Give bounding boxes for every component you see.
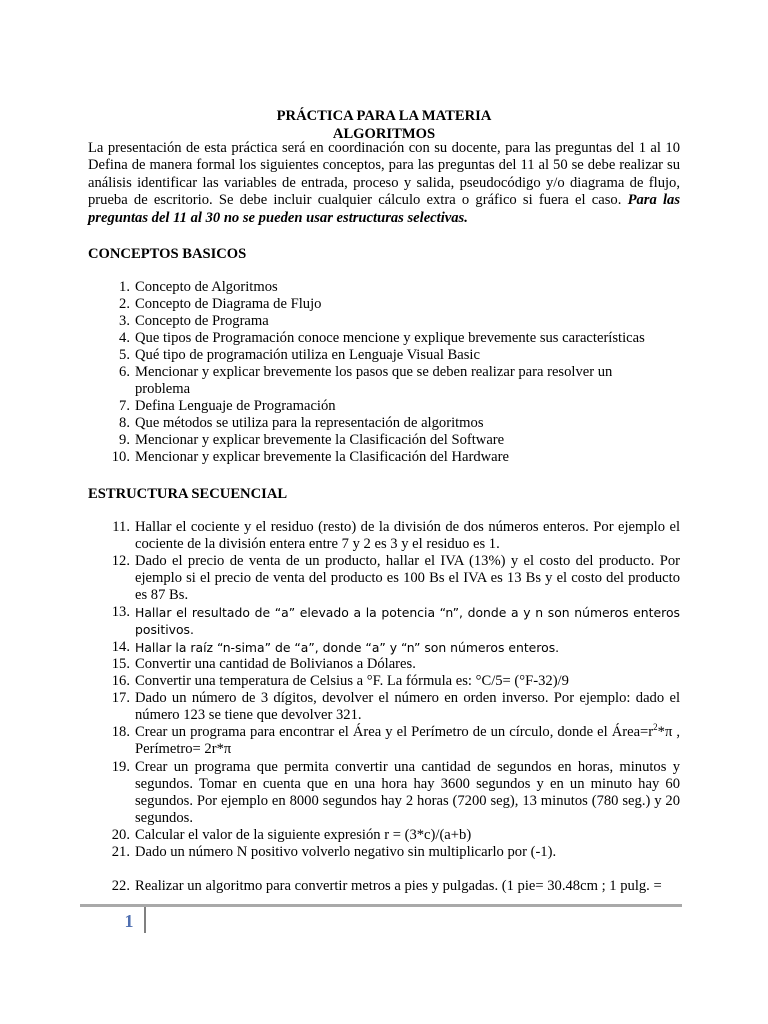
list-item: 11. Hallar el cociente y el residuo (resto) de la división de dos números enteros. Por ejemplo el cociente de la división entera entre 7 y 2 es 3 y el residuo es 1. — [112, 519, 680, 552]
secuencial-list — [88, 519, 680, 895]
list-item: 5. Qué tipo de programación utiliza en Lenguaje Visual Basic — [119, 347, 480, 363]
footer-divider — [80, 904, 682, 907]
list-item: 7. Defina Lenguaje de Programación — [119, 398, 336, 414]
list-item: 2. Concepto de Diagrama de Flujo — [119, 296, 322, 312]
list-item: 22. Realizar un algoritmo para convertir metros a pies y pulgadas. (1 pie= 30.48cm ; 1 pulg. = — [111, 877, 662, 894]
page-number: 1 — [124, 911, 134, 931]
list-item: 4. Que tipos de Programación conoce mencione y explique brevemente sus características — [119, 330, 645, 346]
list-item: 1. Concepto de Algoritmos — [119, 279, 278, 295]
list-item: 8. Que métodos se utiliza para la representación de algoritmos — [119, 415, 484, 431]
title-line-2: ALGORITMOS — [332, 125, 436, 142]
list-item: 21. Dado un número N positivo volverlo negativo sin multiplicarlo por (-1). — [111, 843, 557, 860]
conceptos-list — [88, 279, 680, 466]
page-number-separator — [144, 907, 146, 933]
intro-text: La presentación de esta práctica será en coordinación con su docente, para las preguntas del 1 al 10 Defina de manera formal los siguientes conceptos, para las preguntas del 11 al 50 se debe realizar su análisis identificar las variables de entrada, proceso y salida, pseudocódigo y/o diagrama de flujo, prueba de escritorio. Se debe incluir cualquier cálculo extra o gráfico si fuera el caso. — [88, 140, 680, 209]
section-heading-conceptos: CONCEPTOS BASICOS — [88, 246, 247, 262]
list-item: 15. Convertir una cantidad de Bolivianos a Dólares. — [111, 655, 416, 672]
intro-emphasis: Para las preguntas del 11 al 30 no se pueden usar estructuras selectivas. — [88, 192, 681, 226]
list-item: 6. Mencionar y explicar brevemente los pasos que se deben realizar para resolver un problema — [119, 364, 613, 397]
list-item: 20. Calcular el valor de la siguiente expresión r = (3*c)/(a+b) — [111, 826, 472, 843]
list-item: 9. Mencionar y explicar brevemente la Clasificación del Software — [119, 432, 505, 448]
list-item: 17. Dado un número de 3 dígitos, devolver el número en orden inverso. Por ejemplo: dado el número 123 se tiene que devolver 321. — [111, 690, 680, 724]
list-item: 19. Crear un programa que permita convertir una cantidad de segundos en horas, minutos y segundos. Tomar en cuenta que en una hora hay 3600 segundos y en un minuto hay 60 segundos. Por ejemplo en 8000 segundos hay 2 horas (7200 seg), 13 minutos (780 seg.) y 20 segundos. — [111, 758, 680, 826]
list-item: 14. Hallar la raíz “n-sima” de “a”, donde “a” y “n” son números enteros. — [111, 638, 560, 655]
list-item: 13. Hallar el resultado de “a” elevado a la potencia “n”, donde a y n son números enteros positivos. — [111, 604, 680, 638]
section-heading-secuencial: ESTRUCTURA SECUENCIAL — [88, 486, 288, 502]
page-title — [88, 108, 680, 143]
title-line-1: PRÁCTICA PARA LA MATERIA — [276, 108, 492, 124]
list-item: 3. Concepto de Programa — [119, 313, 269, 329]
list-item: 18. Crear un programa para encontrar el Área y el Perímetro de un círculo, donde el $Área=r^2*\pi$ , Perímetro= 2r*π — [111, 722, 680, 758]
list-item: 12. Dado el precio de venta de un producto, hallar el IVA (13%) y el costo del producto. Por ejemplo si el precio de venta del producto es 100 Bs el IVA es 13 Bs y el costo del producto es 87 Bs. — [111, 553, 680, 604]
list-item: 16. Convertir una temperatura de Celsius a °F. La fórmula es: °C/5= (°F-32)/9 — [111, 672, 569, 689]
list-item: 10. Mencionar y explicar brevemente la Clasificación del Hardware — [111, 449, 509, 465]
intro-paragraph — [88, 140, 680, 227]
